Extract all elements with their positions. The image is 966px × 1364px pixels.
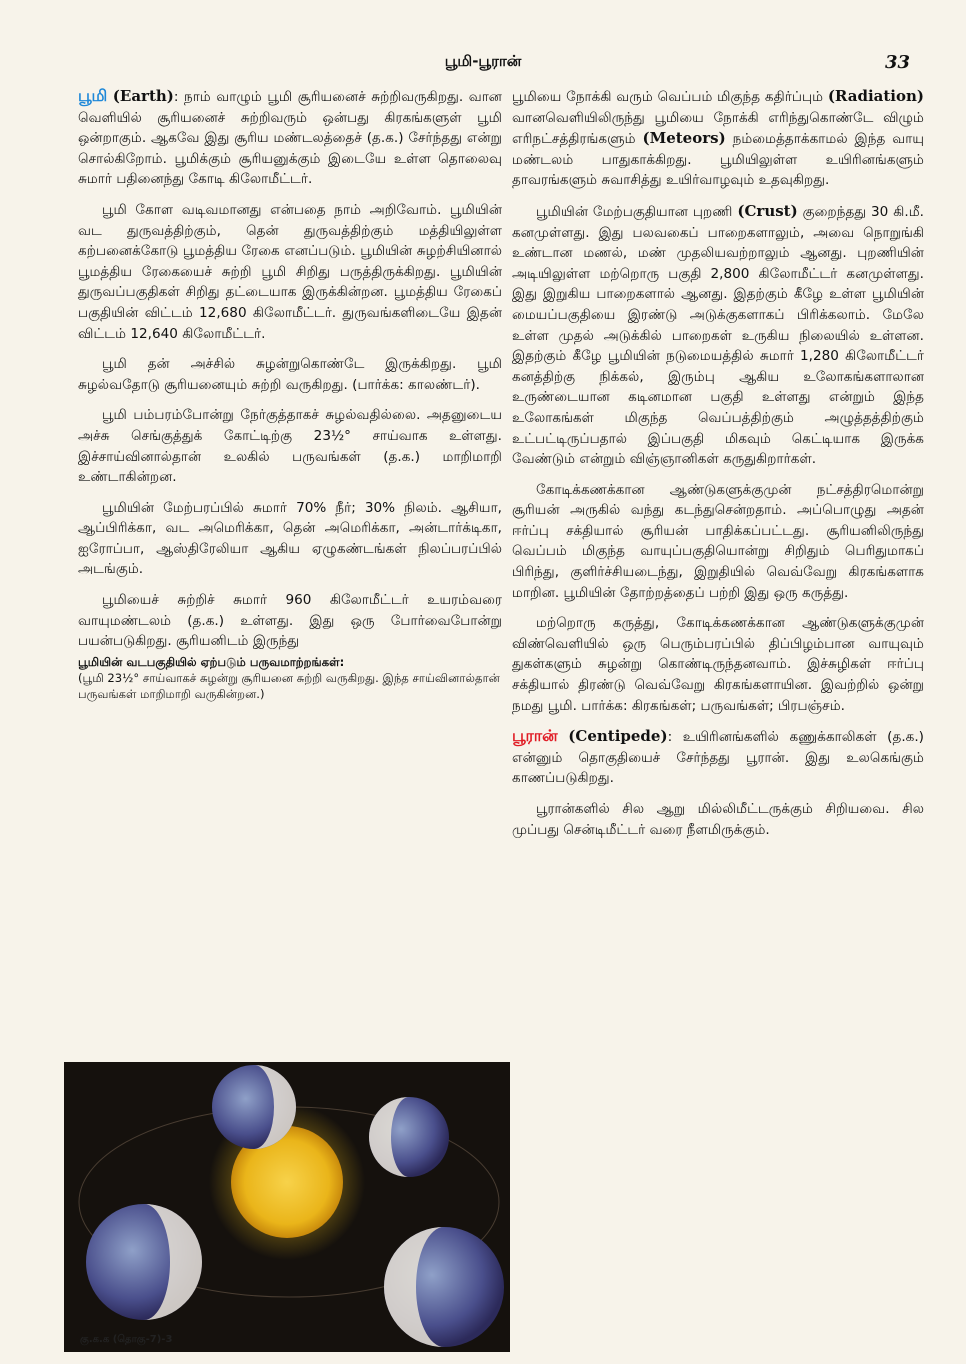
left-column (78, 86, 502, 708)
earth-bottom-left (86, 1204, 202, 1320)
page-header (0, 52, 966, 82)
figure-caption (78, 654, 502, 702)
centipede-definition: : உயிரினங்களில் கணுக்காலிகள் (த.க.) என்னும் தொகுதியைச் சேர்ந்தது பூரான். இது உலகெங்கும் காணப்படுகிறது. (512, 729, 924, 787)
crust-term-english: (Crust) (737, 201, 798, 220)
earth-definition: : நாம் வாழும் பூமி சூரியனைச் சுற்றிவருகிறது. வான வெளியில் சூரியனைச் சுற்றிவரும் ஒன்பது கிரகங்களுள் பூமி ஒன்றாகும். ஆகவே இது சூரிய மண்டலத்தைச் (த.க.) சேர்ந்தது என்று சொல்கிறோம். பூமிக்கும் சூரியனுக்கும் இடையே உள்ள தொலைவு சுமார் பதினைந்து கோடி கிலோமீட்டர். (78, 89, 502, 188)
meteors-text: வானவெளியிலிருந்து பூமியை நோக்கி எரிந்துகொண்டே விழும் எரிநட்சத்திரங்களும் (512, 109, 924, 148)
origin-paragraph: கோடிக்கணக்கான ஆண்டுகளுக்குமுன் நட்சத்திரமொன்று சூரியன் அருகில் வந்து கடந்துசென்றதாம். அப்பொழுது அதன் ஈர்ப்பு சக்தியால் சூரியன் பாதிக்கப்பட்டது. சூரியனிலிருந்து வெப்பம் மிகுந்த வாயுப்பகுதியொன்று சிறிதும் பெரிதுமாகப் பிரிந்து, குளிர்ச்சியடைந்து, இறுதியில் வெவ்வேறு கிரகங்களாக மாறின. பூமியின் தோற்றத்தைப் பற்றி இது ஒரு கருத்து. (512, 481, 924, 601)
earth-term[interactable]: பூமி (78, 86, 108, 105)
figure-caption-title: பூமியின் வடபகுதியில் ஏற்படும் பருவமாற்றங்கள்: (78, 654, 345, 669)
atmosphere-protection-text: நம்மைத்தாக்காமல் இந்த வாயு மண்டலம் பாதுகாக்கிறது. பூமியிலுள்ள உயிரினங்களும் தாவரங்களும் சுவாசித்து உயிர்வாழவும் உதவுகிறது. (512, 131, 925, 189)
centipede-size-paragraph: பூரான்களில் சில ஆறு மில்லிமீட்டருக்கும் சிறியவை. சில முப்பது சென்டிமீட்டர் வரை நீளமிருக்கும். (512, 801, 924, 838)
crust-intro: பூமியின் மேற்பகுதியான புறணி (536, 203, 733, 220)
alt-origin-paragraph: மற்றொரு கருத்து, கோடிக்கணக்கான ஆண்டுகளுக்குமுன் விண்வெளியில் ஒரு பெரும்பரப்பில் திப்பிழம்பான வாயுவும் துகள்களும் சுழன்று கொண்டிருந்தனவாம். இச்சுழிகள் ஈர்ப்பு சக்தியால் திரண்டு வெவ்வேறு கிரகங்களாயின. இவற்றில் ஒன்று நமது பூமி. பார்க்க: கிரகங்கள்; பருவங்கள்; பிரபஞ்சம். (512, 615, 924, 714)
radiation-text: பூமியை நோக்கி வரும் வெப்பம் மிகுந்த கதிர்ப்பும் (512, 89, 824, 105)
right-column (512, 86, 924, 850)
earth-top-right (369, 1097, 449, 1177)
earth-top-left (212, 1065, 296, 1149)
atmosphere-continued-paragraph (512, 86, 924, 191)
radiation-term-english: (Radiation) (827, 87, 924, 105)
page-number: 33 (884, 52, 910, 73)
centipede-term-english: (Centipede) (568, 727, 668, 746)
surface-paragraph: பூமியின் மேற்பரப்பில் சுமார் 70% நீர்; 30% நிலம். ஆசியா, ஆப்பிரிக்கா, வட அமெரிக்கா, தென் அமெரிக்கா, அன்டார்க்டிகா, ஐரோப்பா, ஆஸ்திரேலியா ஆகிய ஏழுகண்டங்கள் நிலப்பரப்பில் அடங்கும். (78, 499, 502, 578)
earth-bottom-right (384, 1227, 504, 1347)
seasons-diagram (64, 1062, 510, 1352)
figure-caption-text: (பூமி 23½° சாய்வாகச் சுழன்று சூரியனை சுற்றி வருகிறது. இந்த சாய்வினால்தான் பருவங்கள் மாறிமாறி வருகின்றன.) (78, 670, 500, 701)
running-title: பூமி-பூரான் (444, 52, 522, 70)
earth-term-english: (Earth) (112, 87, 174, 105)
shape-paragraph: பூமி கோள வடிவமானது என்பதை நாம் அறிவோம். பூமியின் வட துருவத்திற்கும், தென் துருவத்திற்கும் மத்தியிலுள்ள கற்பனைக்கோடு பூமத்திய ரேகை எனப்படும். பூமியின் சுழற்சியினால் பூமத்திய ரேகையைச் சுற்றி பூமி சிறிது பருத்திருக்கிறது. பூமியின் துருவப்பகுதிகள் சிறிது தட்டையாக இருக்கின்றன. பூமத்திய ரேகைப் பகுதியின் விட்டம் 12,680 கிலோமீட்டர். துருவங்களிடையே இதன் விட்டம் 12,640 கிலோமீட்டர். (78, 201, 502, 342)
crust-paragraph (512, 201, 924, 470)
centipede-term[interactable]: பூரான் (512, 726, 558, 746)
crust-text: குறைந்தது 30 கி.மீ. கனமுள்ளது. இது பலவகைப் பாறைகளாலும், அவை நொறுங்கி உண்டான மணல், மண் முதலியவற்றாலும் ஆனது. புறணியின் அடியிலுள்ள மற்றொரு பகுதி 2,800 கிலோமீட்டர் கனமுள்ளது. இது இறுகிய பாறைகளால் ஆனது. இதற்கும் கீழே உள்ள பூமியின் மையப்பகுதியை இரண்டு அடுக்குகளாகப் பிரிக்கலாம். மேலே உள்ள முதல் அடுக்கில் பாறைகள் உருகிய நிலையில் உள்ளன. இதற்கும் கீழே பூமியின் நடுமையத்தில் சுமார் 1,280 கிலோமீட்டர் கனத்திற்கு நிக்கல், இரும்பு ஆகிய உலோகங்களாலான உருண்டையான கடினமான பகுதி உள்ளது என்றும் இந்த உலோகங்கள் மிகுந்த வெப்பத்திற்கும் அழுத்தத்திற்கும் உட்பட்டிருப்பதால் இப்பகுதி மிகவும் கெட்டியாக இருக்க வேண்டும் என்றும் விஞ்ஞானிகள் கருதுகிறார்கள். (512, 203, 925, 468)
meteors-term-english: (Meteors) (642, 129, 726, 148)
atmosphere-paragraph: பூமியைச் சுற்றிச் சுமார் 960 கிலோமீட்டர் உயரம்வரை வாயுமண்டலம் (த.க.) உள்ளது. இது ஒரு போர்வைபோன்று பயன்படுகிறது. சூரியனிடம் இருந்து (78, 592, 502, 650)
seasons-illustration (64, 1062, 510, 1352)
centipede-paragraph (512, 726, 924, 789)
footer-signature: கு.க.க (தொகு-7)-3 (80, 1334, 173, 1345)
earth-paragraph (78, 86, 502, 190)
axis-tilt-paragraph: பூமி பம்பரம்போன்று நேர்குத்தாகச் சுழல்வதில்லை. அதனுடைய அச்சு செங்குத்துக் கோட்டிற்கு 23½° சாய்வாக உள்ளது. இச்சாய்வினால்தான் உலகில் பருவங்கள் (த.க.) மாறிமாறி உண்டாகின்றன. (78, 407, 502, 486)
rotation-paragraph: பூமி தன் அச்சில் சுழன்றுகொண்டே இருக்கிறது. பூமி சுழல்வதோடு சூரியனையும் சுற்றி வருகிறது. (பார்க்க: காலண்டர்). (78, 356, 502, 393)
